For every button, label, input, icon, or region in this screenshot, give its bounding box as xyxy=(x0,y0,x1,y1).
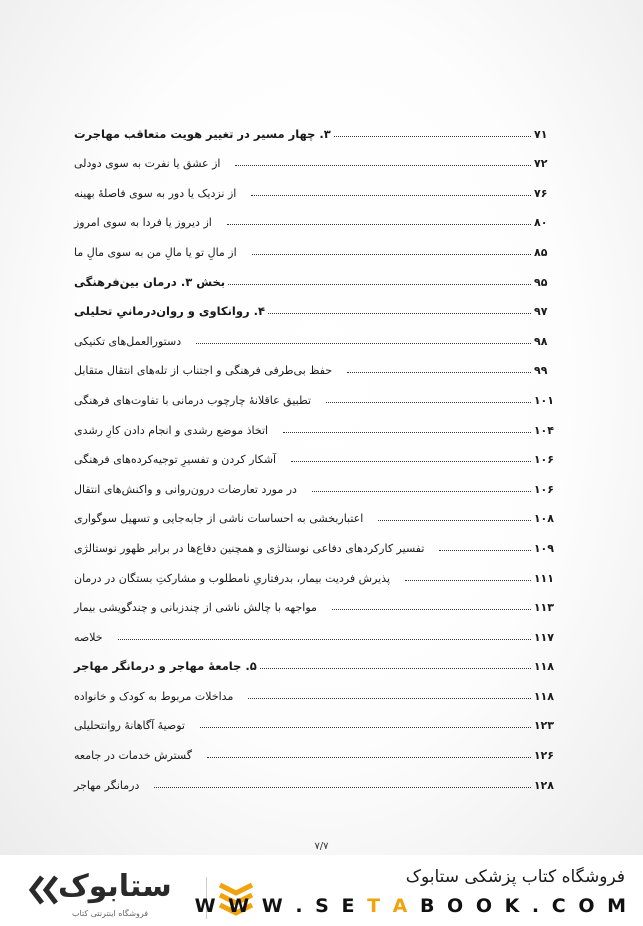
toc-leader-dots xyxy=(118,638,531,640)
toc-entry-page: ۱۰۱ xyxy=(533,393,554,407)
toc-leader-dots xyxy=(200,726,531,728)
toc-entry[interactable] xyxy=(74,350,554,380)
toc-entry-title: توصیهٔ آگاهانهٔ روانتحلیلی xyxy=(74,719,185,733)
toc-entry-title: ۵. جامعهٔ مهاجر و درمانگر مهاجر xyxy=(74,659,257,674)
toc-leader-dots xyxy=(235,164,531,166)
toc-entry-page: ۱۱۷ xyxy=(533,630,554,644)
toc-entry-page: ۷۱ xyxy=(534,127,548,141)
toc-leader-dots xyxy=(260,667,531,669)
toc-entry-title: از عشق یا نفرت به سوی دودلی xyxy=(74,157,221,171)
toc-entry-title: مواجهه با چالش ناشی از چندزبانی و چندگویشی بیمار xyxy=(74,601,317,615)
footer-banner xyxy=(0,855,643,926)
toc-entry-title: اعتباربخشی به احساسات ناشی از جابه‌جایی و تسهیل سوگواری xyxy=(74,512,364,526)
shop-name: فروشگاه کتاب پزشکی ستابوک xyxy=(405,867,625,887)
toc-entry-title: خلاصه xyxy=(74,630,103,644)
url-part-accent: T A xyxy=(367,895,411,917)
toc-entry-page: ۱۲۸ xyxy=(533,778,554,792)
url-part-3: B O O K . C O M xyxy=(410,895,629,917)
toc-entry-page: ۱۰۸ xyxy=(533,512,554,526)
table-of-contents xyxy=(74,113,554,794)
toc-entry-page: ۷۲ xyxy=(534,157,548,171)
page-number: ۷/۷ xyxy=(314,841,329,852)
toc-entry-page: ۱۱۸ xyxy=(533,660,554,674)
toc-entry-page: ۸۰ xyxy=(534,216,548,230)
toc-leader-dots xyxy=(283,431,531,433)
toc-entry-title: پذیرش فردیت بیمار، بدرفتاریِ نامطلوب و مشارکتِ بستگان در درمان xyxy=(74,571,391,585)
toc-leader-dots xyxy=(207,756,531,758)
toc-entry[interactable] xyxy=(74,291,554,321)
toc-entry[interactable] xyxy=(74,675,554,705)
toc-entry[interactable] xyxy=(74,646,554,676)
toc-leader-dots xyxy=(154,786,531,788)
toc-leader-dots xyxy=(439,549,530,551)
toc-entry[interactable] xyxy=(74,587,554,617)
toc-entry-page: ۱۰۴ xyxy=(533,423,554,437)
toc-entry-title: تطبیق عاقلانهٔ چارچوب درمانی با تفاوت‌های فرهنگی xyxy=(74,393,312,407)
toc-entry-page: ۱۰۹ xyxy=(533,541,554,555)
toc-entry-page: ۱۰۶ xyxy=(533,482,554,496)
toc-entry-page: ۸۵ xyxy=(534,245,548,259)
toc-leader-dots xyxy=(291,460,531,462)
toc-leader-dots xyxy=(332,608,531,610)
shop-url[interactable] xyxy=(195,895,629,917)
toc-entry-title: ۴. روانکاوی و روان‌درمانیِ تحلیلی xyxy=(74,304,266,319)
toc-entry-title: حفظ بی‌طرفی فرهنگی و اجتناب از تله‌های انتقال متقابل xyxy=(74,364,333,378)
toc-leader-dots xyxy=(196,342,531,344)
toc-entry-title: مداخلات مربوط به کودک و خانواده xyxy=(74,689,234,703)
toc-entry-page: ۹۵ xyxy=(534,275,548,289)
toc-entry-page: ۱۲۳ xyxy=(533,719,554,733)
toc-entry[interactable] xyxy=(74,172,554,202)
toc-entry-title: آشکار کردن و تفسیرِ توجیه‌کرده‌های فرهنگی xyxy=(74,453,277,467)
toc-entry[interactable] xyxy=(74,439,554,469)
toc-entry-title: بخش ۳. درمان بین‌فرهنگی xyxy=(74,274,226,289)
double-chevron-icon xyxy=(28,875,62,905)
toc-leader-dots xyxy=(252,253,531,255)
toc-entry[interactable] xyxy=(74,409,554,439)
toc-entry[interactable] xyxy=(74,616,554,646)
toc-entry[interactable] xyxy=(74,231,554,261)
toc-entry-title: تفسیر کارکردهای دفاعی نوستالژی و همچنین دفاع‌ها در برابر ظهور نوستالژی xyxy=(74,541,425,555)
toc-entry-page: ۹۸ xyxy=(534,334,548,348)
toc-leader-dots xyxy=(347,371,531,373)
toc-entry-title: گسترش خدمات در جامعه xyxy=(74,749,192,763)
toc-entry[interactable] xyxy=(74,113,554,143)
toc-leader-dots xyxy=(405,579,531,581)
toc-leader-dots xyxy=(378,519,531,521)
toc-entry[interactable] xyxy=(74,764,554,794)
toc-entry-page: ۱۱۳ xyxy=(533,601,554,615)
toc-entry[interactable] xyxy=(74,143,554,173)
toc-entry-page: ۱۱۱ xyxy=(533,571,554,585)
toc-leader-dots xyxy=(227,223,531,225)
toc-leader-dots xyxy=(326,401,531,403)
toc-leader-dots xyxy=(268,312,531,314)
toc-entry[interactable] xyxy=(74,498,554,528)
toc-entry[interactable] xyxy=(74,379,554,409)
toc-entry-title: دستورالعمل‌های تکنیکی xyxy=(74,334,182,348)
toc-entry-title: از نزدیک یا دور به سوی فاصلهٔ بهینه xyxy=(74,186,237,200)
url-part-1: W W W . S E xyxy=(194,895,368,917)
toc-leader-dots xyxy=(312,490,531,492)
toc-entry-page: ۹۷ xyxy=(534,305,548,319)
toc-leader-dots xyxy=(251,194,531,196)
toc-leader-dots xyxy=(248,697,530,699)
toc-entry-title: در مورد تعارضات درون‌روانی و واکنش‌های انتقال xyxy=(74,482,297,496)
toc-entry[interactable] xyxy=(74,705,554,735)
toc-entry[interactable] xyxy=(74,468,554,498)
toc-entry-title: اتخاذ موضع رشدی و انجام دادن کارِ رشدی xyxy=(74,423,269,437)
toc-entry-title: درمانگر مهاجر xyxy=(74,778,140,792)
toc-entry[interactable] xyxy=(74,734,554,764)
logo-wordmark: ستابوک xyxy=(58,869,172,904)
toc-entry-page: ۱۰۶ xyxy=(533,453,554,467)
toc-leader-dots xyxy=(334,135,531,137)
toc-entry-title: ۳. چهار مسیر در تغییر هویت متعاقب مهاجرت xyxy=(74,126,331,141)
toc-entry-page: ۹۹ xyxy=(534,364,548,378)
toc-entry[interactable] xyxy=(74,527,554,557)
toc-entry-page: ۱۲۶ xyxy=(533,749,554,763)
toc-entry[interactable] xyxy=(74,320,554,350)
toc-entry-title: از مالِ تو یا مالِ من به سوی مالِ ما xyxy=(74,245,237,259)
toc-leader-dots xyxy=(228,283,531,285)
toc-entry[interactable] xyxy=(74,557,554,587)
toc-entry-title: از دیروز یا فردا به سوی امروز xyxy=(74,216,212,230)
logo-subtitle: فروشگاه اینترنتی کتاب xyxy=(72,909,149,918)
toc-entry-page: ۷۶ xyxy=(534,186,548,200)
toc-entry[interactable] xyxy=(74,261,554,291)
toc-entry-page: ۱۱۸ xyxy=(533,689,554,703)
toc-entry[interactable] xyxy=(74,202,554,232)
